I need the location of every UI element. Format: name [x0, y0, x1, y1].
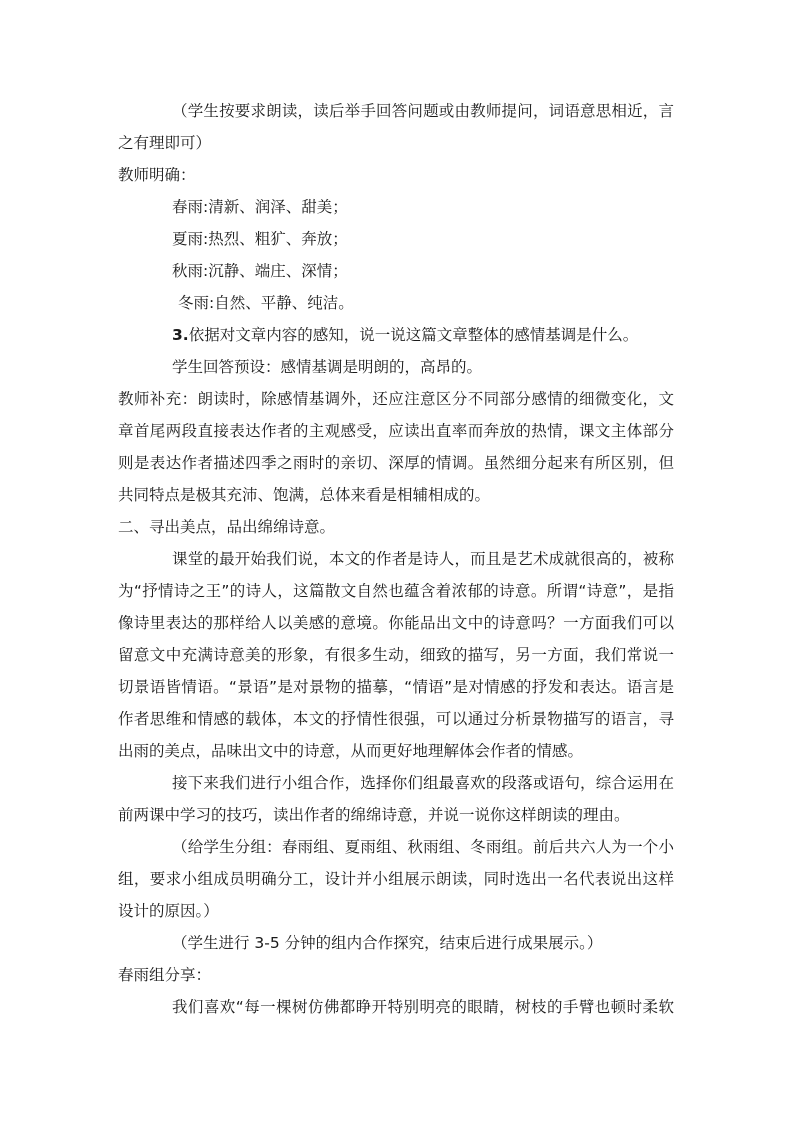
list-item: 春雨:清新、润泽、甜美； — [172, 198, 348, 216]
question-heading — [172, 325, 638, 345]
paragraph-line: （学生按要求朗读，读后举手回答问题或由教师提问，词语意思相近，言 — [172, 102, 674, 120]
paragraph-line: 我们喜欢“每一棵树仿佛都睁开特别明亮的眼睛，树枝的手臂也顿时柔软 — [172, 998, 674, 1016]
paragraph-line: 之有理即可） — [118, 134, 212, 152]
paragraph-line: 设计的原因。） — [118, 902, 219, 920]
paragraph-line: 像诗里表达的那样给人以美感的意境。你能品出文中的诗意吗？一方面我们可以 — [118, 614, 674, 632]
paragraph-line: 组，要求小组成员明确分工，设计并小组展示朗读，同时选出一名代表说出这样 — [118, 870, 674, 888]
paragraph-line: 共同特点是极其充沛、饱满，总体来看是相辅相成的。 — [118, 486, 491, 504]
paragraph-line: 作者思维和情感的载体，本文的抒情性很强，可以通过分析景物描写的语言，寻 — [118, 710, 674, 728]
paragraph-line: 章首尾两段直接表达作者的主观感受，应读出直率而奔放的热情，课文主体部分 — [118, 422, 674, 440]
paragraph-line: 为“抒情诗之王”的诗人，这篇散文自然也蕴含着浓郁的诗意。所谓“诗意”，是指 — [118, 582, 674, 600]
list-item: 夏雨:热烈、粗犷、奔放； — [172, 230, 348, 248]
section-heading: 二、寻出美点，品出绵绵诗意。 — [118, 518, 336, 536]
paragraph-line: 学生回答预设：感情基调是明朗的，高昂的。 — [172, 358, 483, 376]
paragraph-line: 教师补充：朗读时，除感情基调外，还应注意区分不同部分感情的细微变化，文 — [118, 390, 674, 408]
paragraph-line: （学生进行 3-5 分钟的组内合作探究，结束后进行成果展示。） — [172, 934, 603, 952]
question-number: 3. — [172, 326, 189, 344]
paragraph-line: 出雨的美点，品味出文中的诗意，从而更好地理解体会作者的情感。 — [118, 742, 584, 760]
paragraph-line: 前两课中学习的技巧，读出作者的绵绵诗意，并说一说你这样朗读的理由。 — [118, 806, 630, 824]
question-text: 依据对文章内容的感知，说一说这篇文章整体的感情基调是什么。 — [188, 326, 639, 344]
paragraph-line: 教师明确： — [118, 166, 196, 184]
paragraph-line: 春雨组分享： — [118, 966, 212, 984]
paragraph-line: 留意文中充满诗意美的形象，有很多生动，细致的描写，另一方面，我们常说一 — [118, 646, 674, 664]
list-item: 冬雨:自然、平静、纯洁。 — [178, 294, 354, 312]
paragraph-line: 则是表达作者描述四季之雨时的亲切、深厚的情调。虽然细分起来有所区别，但 — [118, 454, 674, 472]
paragraph-line: （给学生分组：春雨组、夏雨组、秋雨组、冬雨组。前后共六人为一个小 — [172, 838, 674, 856]
paragraph-line: 课堂的最开始我们说，本文的作者是诗人，而且是艺术成就很高的，被称 — [172, 550, 674, 568]
list-item: 秋雨:沉静、端庄、深情； — [172, 262, 348, 280]
paragraph-line: 接下来我们进行小组合作，选择你们组最喜欢的段落或语句，综合运用在 — [172, 774, 674, 792]
paragraph-line: 切景语皆情语。“景语”是对景物的描摹，“情语”是对情感的抒发和表达。语言是 — [118, 678, 674, 696]
